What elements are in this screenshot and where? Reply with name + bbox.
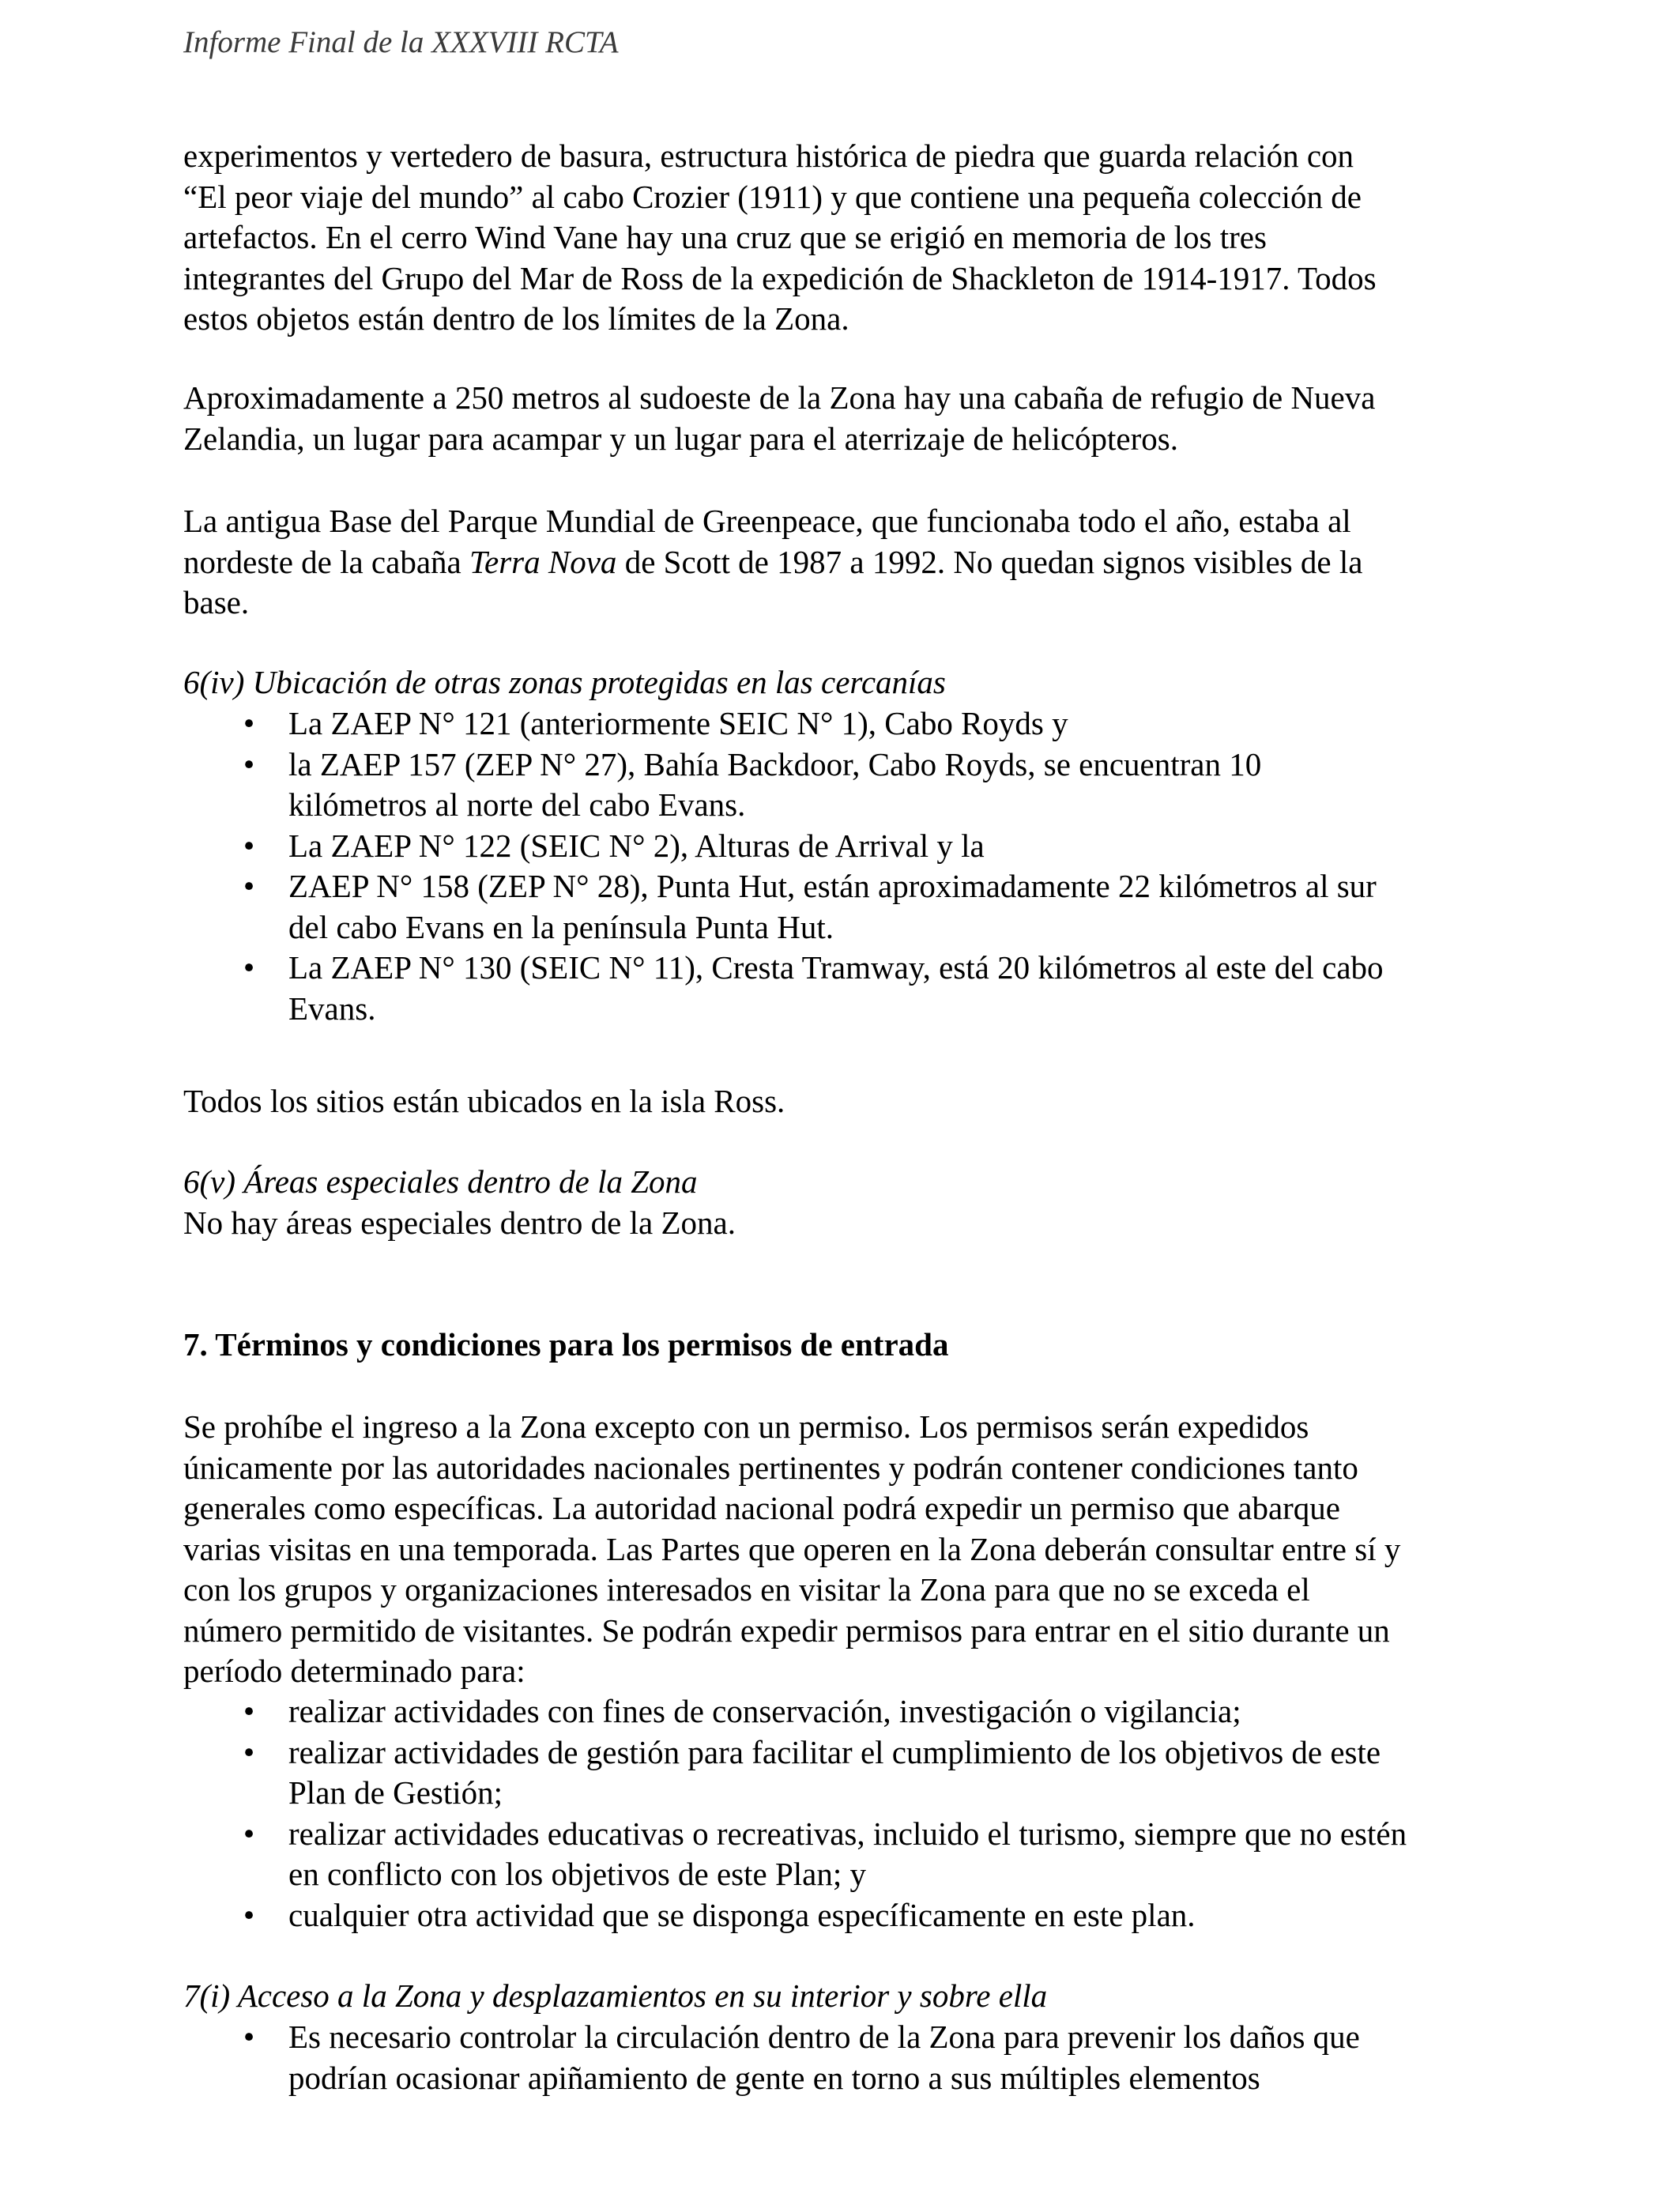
list-item-text: la ZAEP 157 (ZEP N° 27), Bahía Backdoor, Cabo Royds, se encuentran 10 kilómetros al norte del cabo Evans. <box>288 745 1262 823</box>
bullet-icon: • <box>243 2019 255 2055</box>
list-item <box>183 826 1527 867</box>
list-item <box>183 745 1527 826</box>
list-item-text: realizar actividades de gestión para facilitar el cumplimiento de los objetivos de este Plan de Gestión; <box>288 1733 1381 1811</box>
bullet-icon: • <box>243 745 255 782</box>
list-item-text: La ZAEP N° 121 (anteriormente SEIC N° 1), Cabo Royds y <box>288 705 1068 741</box>
list-item <box>183 2017 1527 2098</box>
running-header: Informe Final de la XXXVIII RCTA <box>183 25 619 59</box>
bullet-icon: • <box>243 1693 255 1729</box>
greenpeace-text-end: de Scott de 1987 a 1992. No quedan signos visibles de la base. <box>183 543 1363 620</box>
heading-section-7: 7. Términos y condiciones para los permisos de entrada <box>183 1326 949 1363</box>
list-item <box>183 948 1527 1029</box>
bullet-icon: • <box>243 705 255 741</box>
heading-6v: 6(v) Áreas especiales dentro de la Zona <box>183 1163 698 1200</box>
bullet-icon: • <box>243 868 255 904</box>
list-item-text: realizar actividades educativas o recreativas, incluido el turismo, siempre que no estén en conflicto con los objetivos de este Plan; y <box>288 1815 1407 1892</box>
list-item <box>183 1691 1527 1732</box>
list-item-text: Es necesario controlar la circulación dentro de la Zona para prevenir los daños que podrían ocasionar apiñamiento de gente en torno a sus múltiples elementos <box>288 2019 1360 2096</box>
heading-7i: 7(i) Acceso a la Zona y desplazamientos en su interior y sobre ella <box>183 1977 1048 2014</box>
bullet-icon: • <box>243 949 255 986</box>
list-item-text: cualquier otra actividad que se disponga específicamente en este plan. <box>288 1896 1196 1933</box>
bullet-icon: • <box>243 1733 255 1770</box>
list-access-movement <box>183 2017 1527 2098</box>
bullet-icon: • <box>243 1815 255 1852</box>
paragraph-greenpeace-base <box>183 501 1527 624</box>
paragraph-permit-conditions: Se prohíbe el ingreso a la Zona excepto con un permiso. Los permisos serán expedidos únicamente por las autoridades nacionales pertinentes y podrán contener condiciones tanto generales como específicas. La autoridad nacional podrá expedir un permiso que abarque varias visitas en una temporada. Las Partes que operen en la Zona deberán consultar entre sí y con los grupos y organizaciones interesados en visitar la Zona para que no se exceda el número permitido de visitantes. Se podrán expedir permisos para entrar en el sitio durante un período determinado para: <box>183 1408 1401 1689</box>
list-item <box>183 866 1527 948</box>
list-item <box>183 1814 1527 1895</box>
list-nearby-protected-areas <box>183 703 1527 1029</box>
list-item-text: La ZAEP N° 130 (SEIC N° 11), Cresta Tramway, está 20 kilómetros al este del cabo Evans. <box>288 949 1384 1027</box>
list-item-text: ZAEP N° 158 (ZEP N° 28), Punta Hut, están aproximadamente 22 kilómetros al sur del cabo Evans en la península Punta Hut. <box>288 868 1377 945</box>
list-item <box>183 1895 1527 1936</box>
list-item <box>183 1732 1527 1814</box>
greenpeace-text-start: La antigua Base del Parque Mundial de Greenpeace, que funcionaba todo el año, estaba al nordeste de la cabaña <box>183 503 1351 580</box>
bullet-icon: • <box>243 827 255 864</box>
list-permit-purposes <box>183 1691 1527 1936</box>
paragraph-no-special-areas: No hay áreas especiales dentro de la Zona. <box>183 1204 736 1241</box>
terra-nova-name: Terra Nova <box>469 543 617 580</box>
heading-6iv: 6(iv) Ubicación de otras zonas protegidas en las cercanías <box>183 664 946 700</box>
list-item <box>183 703 1527 745</box>
bullet-icon: • <box>243 1896 255 1933</box>
paragraph-site-features: experimentos y vertedero de basura, estructura histórica de piedra que guarda relación con “El peor viaje del mundo” al cabo Crozier (1911) y que contiene una pequeña colección de artefactos. En el cerro Wind Vane hay una cruz que se erigió en memoria de los tres integrantes del Grupo del Mar de Ross de la expedición de Shackleton de 1914-1917. Todos estos objetos están dentro de los límites de la Zona. <box>183 138 1377 337</box>
list-item-text: realizar actividades con fines de conservación, investigación o vigilancia; <box>288 1693 1241 1729</box>
list-item-text: La ZAEP N° 122 (SEIC N° 2), Alturas de Arrival y la <box>288 827 985 864</box>
paragraph-refuge-hut: Aproximadamente a 250 metros al sudoeste de la Zona hay una cabaña de refugio de Nueva Zelandia, un lugar para acampar y un lugar para el aterrizaje de helicópteros. <box>183 379 1376 457</box>
paragraph-ross-island: Todos los sitios están ubicados en la isla Ross. <box>183 1083 785 1119</box>
